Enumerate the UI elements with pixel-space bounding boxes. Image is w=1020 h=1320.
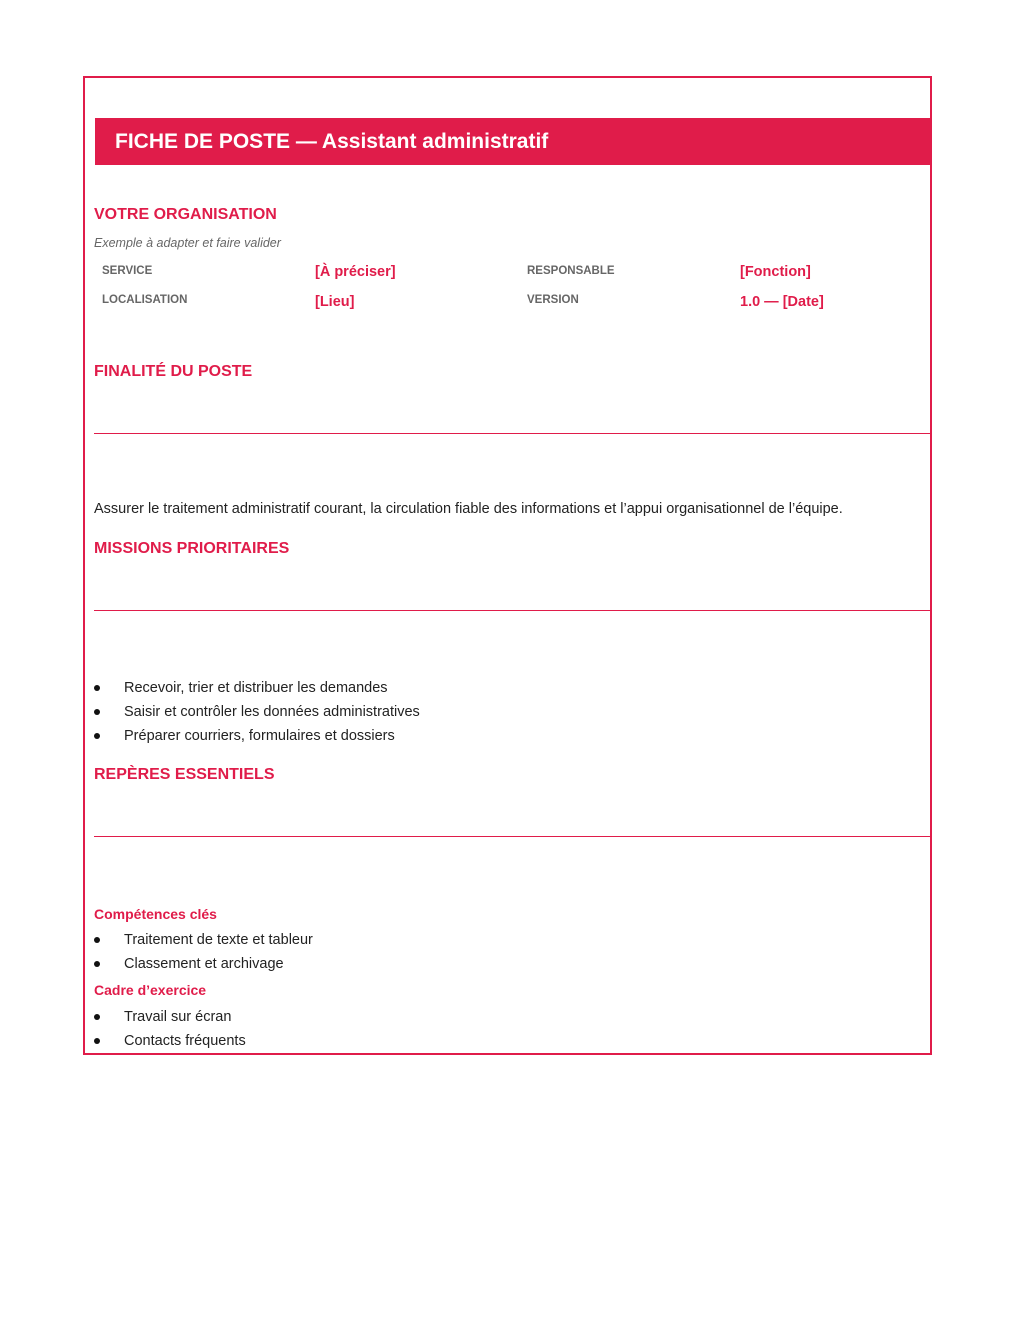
bullet-icon	[94, 1014, 100, 1020]
list-item	[94, 952, 313, 976]
responsable-value: [Fonction]	[740, 264, 811, 280]
mission-text: Saisir et contrôler les données administratives	[124, 704, 420, 720]
cadre-text: Travail sur écran	[124, 1009, 232, 1025]
competences-list	[94, 928, 313, 976]
section-title-reperes: REPÈRES ESSENTIELS	[94, 766, 275, 783]
bullet-icon	[94, 709, 100, 715]
organisation-note: Exemple à adapter et faire valider	[94, 236, 281, 250]
section-divider	[94, 836, 930, 837]
version-value: 1.0 — [Date]	[740, 294, 824, 310]
service-label: SERVICE	[102, 265, 153, 277]
finalite-text: Assurer le traitement administratif courant, la circulation fiable des informations et l’appui organisationnel de l’équipe.	[94, 501, 843, 517]
list-item	[94, 676, 420, 700]
list-item	[94, 1005, 246, 1029]
section-divider	[94, 433, 930, 434]
localisation-value: [Lieu]	[315, 294, 355, 310]
mission-text: Recevoir, trier et distribuer les demandes	[124, 680, 388, 696]
competences-heading: Compétences clés	[94, 906, 217, 922]
section-title-organisation: VOTRE ORGANISATION	[94, 206, 277, 223]
localisation-label: LOCALISATION	[102, 294, 188, 306]
bullet-icon	[94, 733, 100, 739]
cadre-text: Contacts fréquents	[124, 1033, 246, 1049]
job-sheet-frame	[83, 76, 932, 1055]
section-title-missions: MISSIONS PRIORITAIRES	[94, 540, 290, 557]
section-title-finalite: FINALITÉ DU POSTE	[94, 363, 253, 380]
responsable-label: RESPONSABLE	[527, 265, 615, 277]
mission-text: Préparer courriers, formulaires et dossiers	[124, 728, 395, 744]
bullet-icon	[94, 1038, 100, 1044]
list-item	[94, 700, 420, 724]
cadre-list	[94, 1005, 246, 1053]
cadre-heading: Cadre d’exercice	[94, 982, 207, 998]
list-item	[94, 928, 313, 952]
section-divider	[94, 610, 930, 611]
list-item	[94, 724, 420, 748]
bullet-icon	[94, 937, 100, 943]
version-label: VERSION	[527, 294, 579, 306]
service-value: [À préciser]	[315, 264, 396, 280]
bullet-icon	[94, 961, 100, 967]
competence-text: Traitement de texte et tableur	[124, 932, 313, 948]
bullet-icon	[94, 685, 100, 691]
competence-text: Classement et archivage	[124, 956, 284, 972]
missions-list	[94, 676, 420, 748]
list-item	[94, 1029, 246, 1053]
page-title: FICHE DE POSTE — Assistant administratif	[95, 118, 930, 165]
